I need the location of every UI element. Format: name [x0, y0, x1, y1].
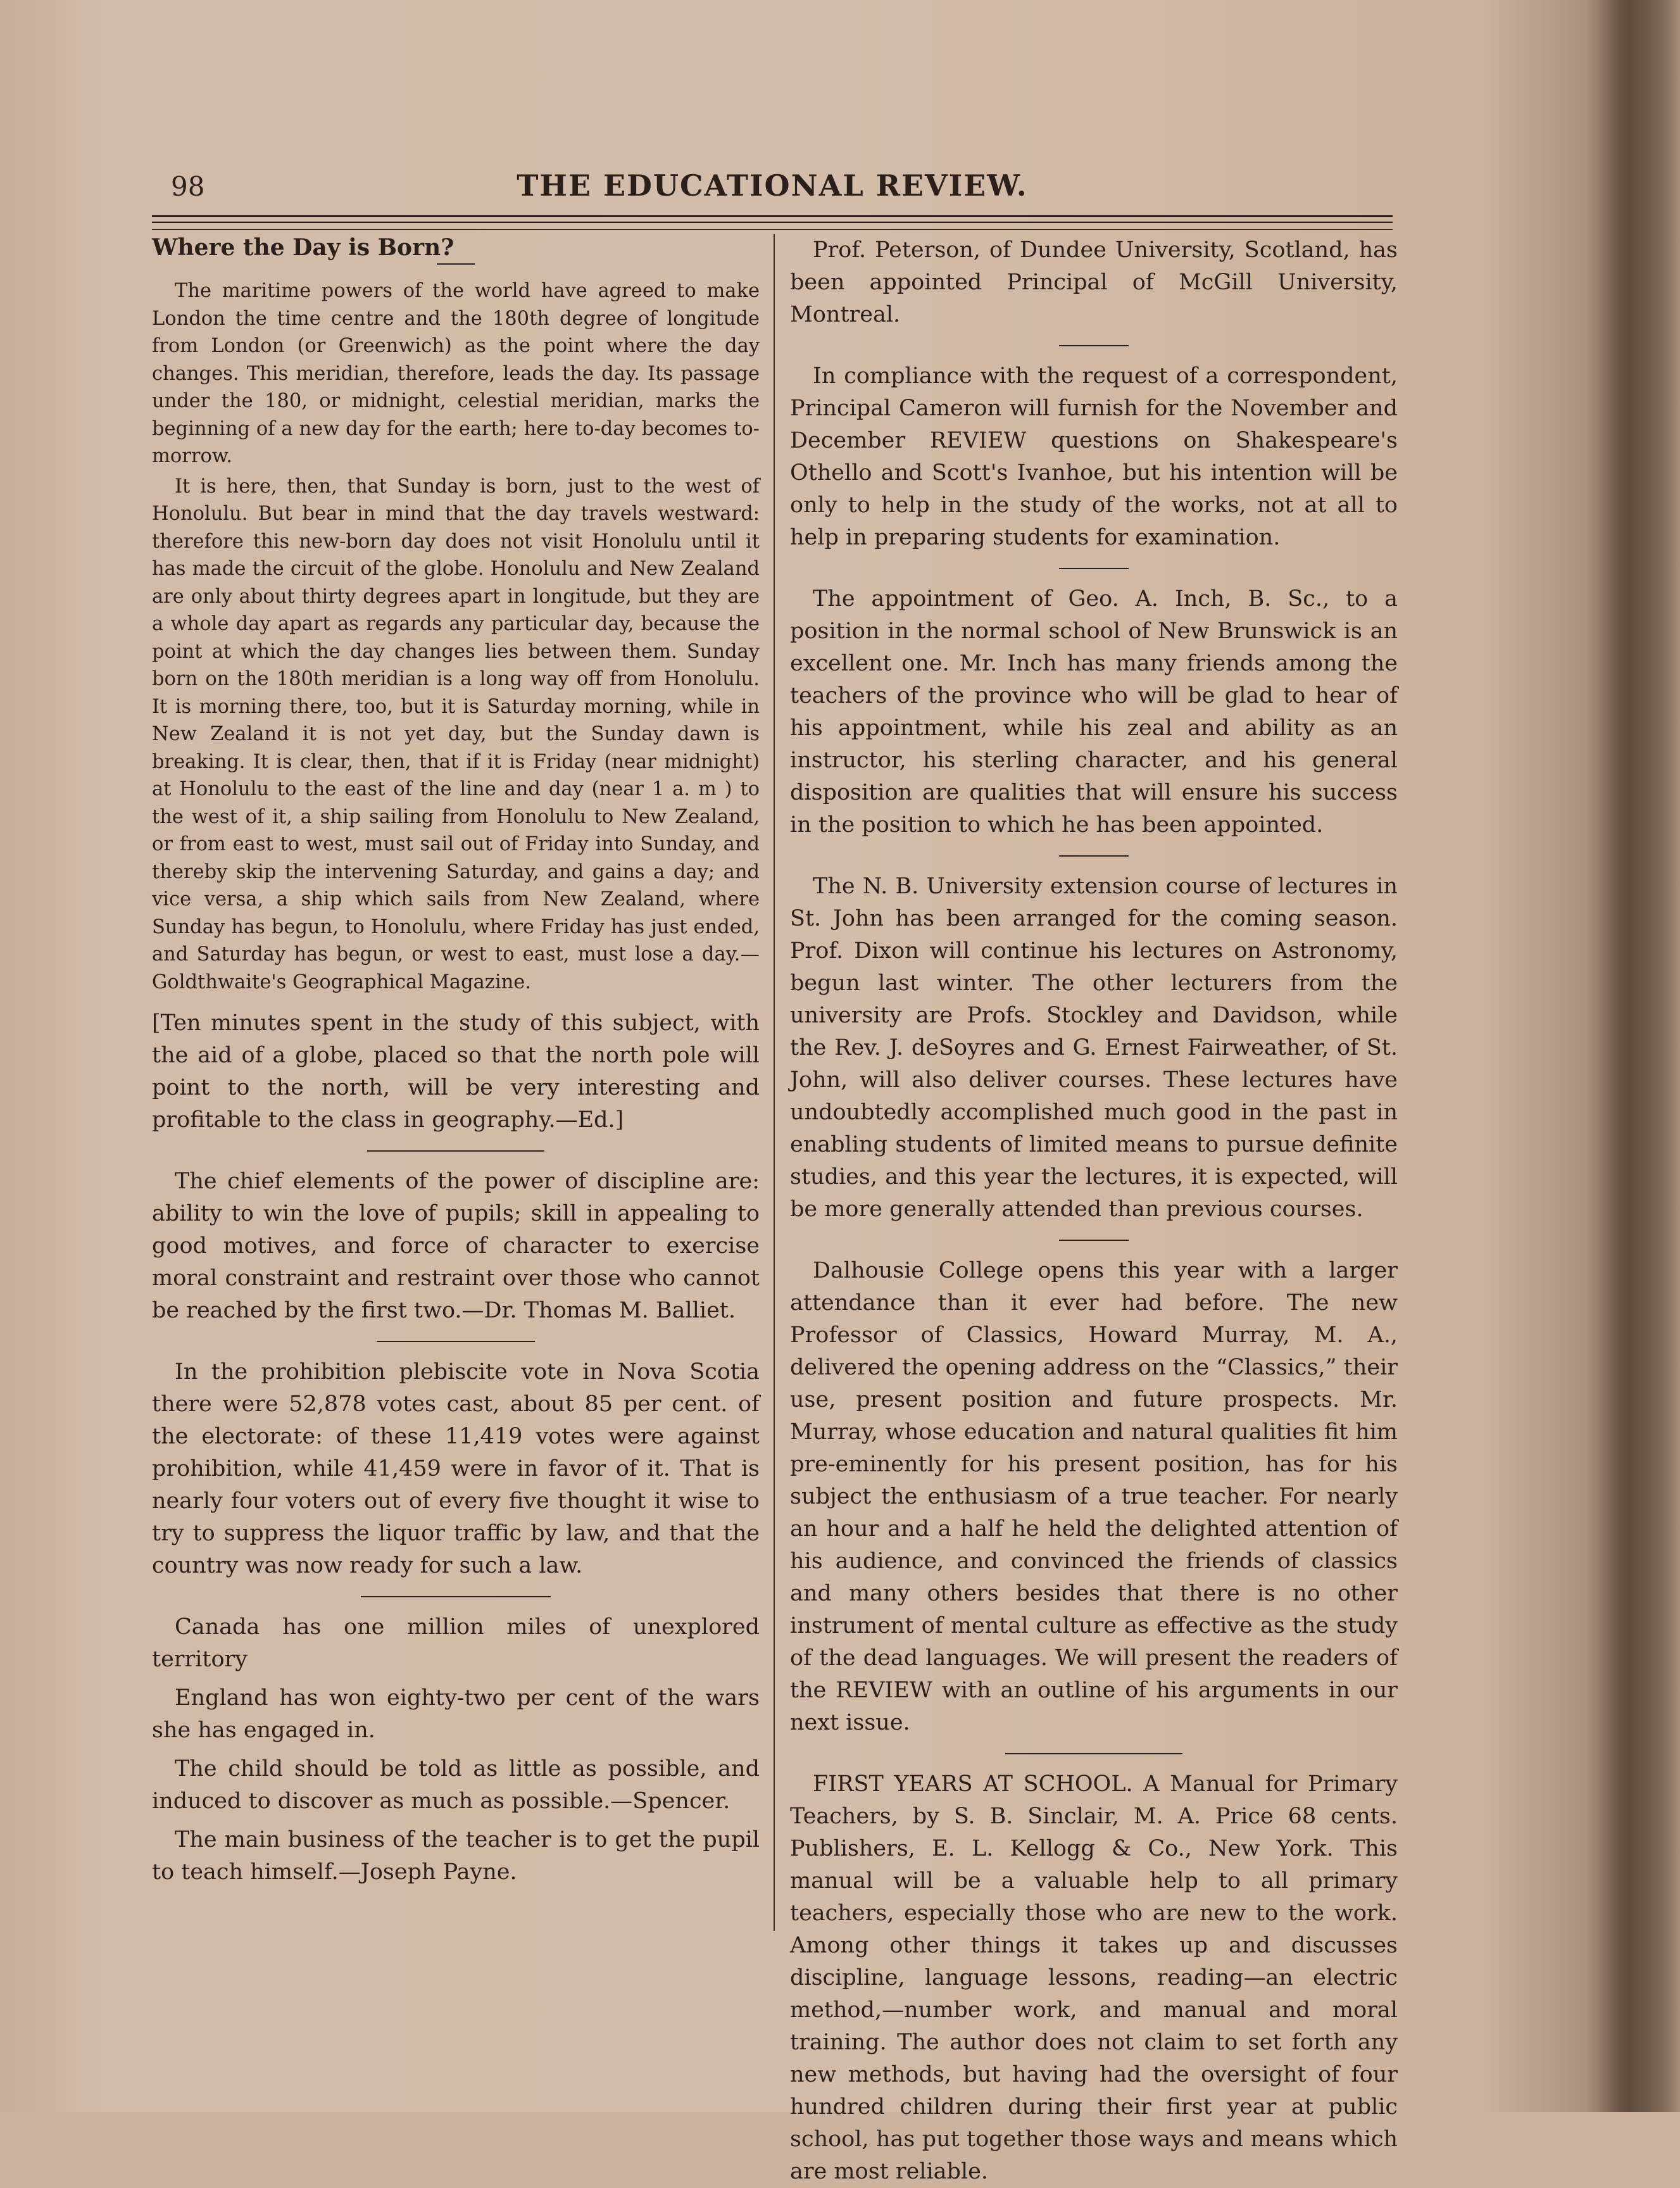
cameron-paragraph: In compliance with the request of a correspondent, Principal Cameron will furnish for the November and December REVIEW questions on Shakespeare's Othello and Scott's Ivanhoe, but his intention will be only to help in the study of the works, not at all to help in preparing students for examination.	[790, 363, 1398, 550]
left-column	[152, 234, 760, 1889]
separator	[1059, 568, 1129, 569]
plebiscite-paragraph: In the prohibition plebiscite vote in Nova Scotia there were 52,878 votes cast, about 85 per cent. of the electorate: of these 11,419 votes were against prohibition, while 41,459 were in favor of it. That is nearly four voters out of every five thought it wise to try to suppress the liquor traffic by law, and that the country was now ready for such a law.	[152, 1359, 760, 1578]
journal-title: THE EDUCATIONAL REVIEW.	[517, 168, 1028, 203]
article-title: Where the Day is Born?	[152, 234, 454, 261]
page-header	[152, 166, 1393, 204]
header-rule	[152, 222, 1393, 223]
dalhousie-paragraph: Dalhousie College opens this year with a larger attendance than it ever had before. The new Professor of Classics, Howard Murray, M. A., delivered the opening address on the “Classics,” their use, present position and future prospects. Mr. Murray, whose education and natural qualities fit him pre-eminently for his present position, has for his subject the enthusiasm of a true teacher. For nearly an hour and a half he held the delighted attention of his audience, and convinced the friends of classics and many others besides that there is no other instrument of mental culture as effective as the study of the dead languages. We will present the readers of the REVIEW with an outline of his arguments in our next issue.	[790, 1258, 1398, 1735]
article-paragraph: It is here, then, that Sunday is born, just to the west of Honolulu. But bear in mind that the day travels westward: therefore this new-born day does not visit Honolulu until it has made the circuit of the globe. Honolulu and New Zealand are only about thirty degrees apart in longitude, but they are a whole day apart as regards any particular day, because the point at which the day changes lies between them. Sunday born on the 180th meridian is a long way off from Honolulu. It is morning there, too, but it is Saturday morning, while in New Zealand it is not yet day, but the Sunday dawn is breaking. It is clear, then, that if it is Friday (near midnight) at Honolulu to the east of the line and day (near 1 a. m ) to the west of it, a ship sailing from Honolulu to New Zealand, or from east to west, must sail out of Friday into Sunday, and thereby skip the intervening Saturday, and gains a day; and vice versa, a ship which sails from New Zealand, where Sunday has begun, to Honolulu, where Friday has just ended, and Saturday has begun, or west to east, must lose a day.—Goldthwaite's Geographical Magazine.	[152, 475, 760, 993]
header-rule	[152, 215, 1393, 217]
page-number: 98	[171, 171, 205, 202]
title-dash	[437, 263, 475, 265]
canada-paragraph: Canada has one million miles of unexplored territory	[152, 1614, 760, 1672]
spencer-quote: The child should be told as little as possible, and induced to discover as much as possible.—Spencer.	[152, 1756, 760, 1814]
right-column	[790, 234, 1398, 2188]
separator	[1059, 1240, 1129, 1241]
separator	[1059, 345, 1129, 346]
editor-note: [Ten minutes spent in the study of this subject, with the aid of a globe, placed so that the north pole will point to the north, will be very interesting and profitable to the class in geography.—Ed.]	[152, 1010, 760, 1133]
book-review-paragraph: FIRST YEARS AT SCHOOL. A Manual for Primary Teachers, by S. B. Sinclair, M. A. Price 68 cents. Publishers, E. L. Kellogg & Co., New York. This manual will be a valuable help to all primary teachers, especially those who are new to the work. Among other things it takes up and discusses discipline, language lessons, reading—an electric method,—number work, and manual and moral training. The author does not claim to set forth any new methods, but having had the oversight of four hundred children during their first year at public school, has put together those ways and means which are most reliable.	[790, 1771, 1398, 2184]
separator	[377, 1341, 535, 1342]
separator	[361, 1596, 551, 1597]
inch-paragraph: The appointment of Geo. A. Inch, B. Sc., to a position in the normal school of New Brunswick is an excellent one. Mr. Inch has many friends among the teachers of the province who will be glad to hear of his appointment, while his zeal and ability as an instructor, his sterling character, and his general disposition are qualities that will ensure his success in the position to which he has been appointed.	[790, 586, 1398, 838]
payne-quote: The main business of the teacher is to get the pupil to teach himself.—Joseph Payne.	[152, 1827, 760, 1885]
peterson-paragraph: Prof. Peterson, of Dundee University, Scotland, has been appointed Principal of McGill University, Montreal.	[790, 237, 1398, 327]
england-paragraph: England has won eighty-two per cent of the wars she has engaged in.	[152, 1685, 760, 1743]
article-paragraph: The maritime powers of the world have agreed to make London the time centre and the 180th degree of longitude from London (or Greenwich) as the point where the day changes. This meridian, therefore, leads the day. Its passage under the 180, or midnight, celestial meridian, marks the beginning of a new day for the earth; here to-day becomes to-morrow.	[152, 280, 760, 467]
header-rule	[152, 229, 1393, 230]
extension-paragraph: The N. B. University extension course of lectures in St. John has been arranged for the coming season. Prof. Dixon will continue his lectures on Astronomy, begun last winter. The other lecturers from the university are Profs. Stockley and Davidson, while the Rev. J. deSoyres and G. Ernest Fairweather, of St. John, will also deliver courses. These lectures have undoubtedly accomplished much good in the past in enabling students of limited means to pursue definite studies, and this year the lectures, it is expected, will be more generally attended than previous courses.	[790, 874, 1398, 1222]
separator	[1005, 1753, 1182, 1754]
page-edge-shadow	[1585, 0, 1680, 2112]
separator	[367, 1150, 544, 1152]
discipline-paragraph: The chief elements of the power of discipline are: ability to win the love of pupils; skill in appealing to good motives, and force of character to exercise moral constraint and restraint over those who cannot be reached by the first two.—Dr. Thomas M. Balliet.	[152, 1169, 760, 1323]
separator	[1059, 855, 1129, 857]
column-divider	[774, 234, 775, 1931]
